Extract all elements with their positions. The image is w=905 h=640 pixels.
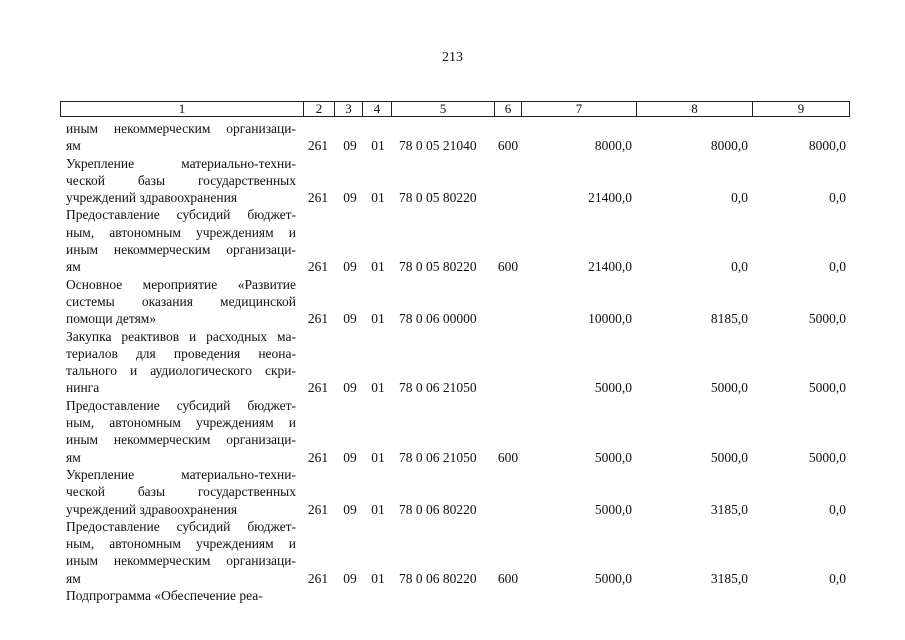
- description-line: иным некоммерческим организаци-: [66, 553, 296, 569]
- description-line: ным, автономным учреждениям и: [66, 224, 296, 240]
- row-values: [0, 587, 905, 604]
- header-col-3: 3: [335, 102, 363, 116]
- description-line: помощи детям»: [66, 311, 157, 327]
- table-body: [0, 120, 905, 604]
- cell-c2: 261: [307, 380, 329, 396]
- cell-c8: 0,0: [731, 259, 748, 275]
- header-col-9: 9: [797, 101, 805, 116]
- description-line: Укрепление материально-техни-: [66, 155, 296, 171]
- description-line: ческой базы государственных: [66, 484, 296, 500]
- description-line: Подпрограмма «Обеспечение реа-: [66, 588, 263, 604]
- table-row: [0, 276, 905, 328]
- description-line: Предоставление субсидий бюджет-: [66, 397, 296, 413]
- cell-c8: 8185,0: [710, 311, 748, 327]
- cell-c3: 09: [343, 259, 357, 275]
- cell-c4: 01: [371, 380, 385, 396]
- cell-c2: 261: [307, 570, 329, 586]
- cell-c8: 5000,0: [710, 380, 748, 396]
- header-col-1: 1: [61, 102, 304, 116]
- cell-c7: 5000,0: [594, 449, 632, 465]
- cell-c9: 0,0: [829, 190, 846, 206]
- cell-c5: 78 0 06 00000: [399, 311, 477, 327]
- cell-c7: 8000,0: [594, 138, 632, 154]
- description-line: иным некоммерческим организаци-: [66, 242, 296, 258]
- cell-c8: 3185,0: [710, 501, 748, 517]
- cell-c7: 10000,0: [588, 311, 632, 327]
- cell-c3: 09: [343, 190, 357, 206]
- header-col-7: 7: [522, 102, 637, 116]
- table-row: [0, 206, 905, 275]
- row-values: [0, 501, 905, 518]
- description-line: териалов для проведения неона-: [66, 345, 296, 361]
- description-line: учреждений здравоохранения: [66, 501, 238, 517]
- cell-c4: 01: [371, 501, 385, 517]
- cell-c9: 5000,0: [808, 380, 846, 396]
- description-line: ным, автономным учреждениям и: [66, 415, 296, 431]
- cell-c4: 01: [371, 190, 385, 206]
- cell-c6: 600: [497, 259, 519, 275]
- description-line: ям: [66, 259, 81, 275]
- header-col-8: 8: [637, 102, 753, 116]
- cell-c5: 78 0 06 21050: [399, 449, 477, 465]
- cell-c7: 21400,0: [588, 190, 632, 206]
- table-row: [0, 466, 905, 518]
- table-row: [0, 587, 905, 604]
- row-values: [0, 449, 905, 466]
- cell-c2: 261: [307, 259, 329, 275]
- description-line: Основное мероприятие «Развитие: [66, 276, 296, 292]
- cell-c4: 01: [371, 259, 385, 275]
- row-values: [0, 137, 905, 154]
- cell-c3: 09: [343, 449, 357, 465]
- cell-c5: 78 0 06 80220: [399, 501, 477, 517]
- row-values: [0, 570, 905, 587]
- cell-c8: 0,0: [731, 190, 748, 206]
- row-values: [0, 310, 905, 327]
- cell-c3: 09: [343, 501, 357, 517]
- row-values: [0, 189, 905, 206]
- cell-c5: 78 0 06 21050: [399, 380, 477, 396]
- cell-c2: 261: [307, 501, 329, 517]
- description-line: Предоставление субсидий бюджет-: [66, 518, 296, 534]
- row-values: [0, 258, 905, 275]
- cell-c7: 5000,0: [594, 501, 632, 517]
- cell-c8: 8000,0: [710, 138, 748, 154]
- description-line: иным некоммерческим организаци-: [66, 432, 296, 448]
- cell-c7: 5000,0: [594, 570, 632, 586]
- cell-c3: 09: [343, 138, 357, 154]
- table-header-row: [60, 101, 850, 117]
- description-line: ным, автономным учреждениям и: [66, 536, 296, 552]
- cell-c6: 600: [497, 138, 519, 154]
- cell-c9: 0,0: [829, 570, 846, 586]
- cell-c3: 09: [343, 380, 357, 396]
- cell-c4: 01: [371, 311, 385, 327]
- description-line: ям: [66, 138, 81, 154]
- cell-c6: 600: [497, 570, 519, 586]
- cell-c3: 09: [343, 570, 357, 586]
- cell-c8: 3185,0: [710, 570, 748, 586]
- cell-c5: 78 0 05 80220: [399, 190, 477, 206]
- description-line: ям: [66, 570, 81, 586]
- cell-c4: 01: [371, 138, 385, 154]
- description-line: ям: [66, 449, 81, 465]
- table-row: [0, 518, 905, 587]
- description-line: ческой базы государственных: [66, 172, 296, 188]
- header-col-5: 5: [392, 102, 495, 116]
- description-line: Закупка реактивов и расходных ма-: [66, 328, 296, 344]
- cell-c3: 09: [343, 311, 357, 327]
- header-col-2: 2: [304, 102, 335, 116]
- table-row: [0, 120, 905, 155]
- cell-c2: 261: [307, 449, 329, 465]
- description-line: Укрепление материально-техни-: [66, 466, 296, 482]
- cell-c5: 78 0 05 80220: [399, 259, 477, 275]
- cell-c5: 78 0 06 80220: [399, 570, 477, 586]
- table-row: [0, 155, 905, 207]
- table-row: [0, 328, 905, 397]
- cell-c2: 261: [307, 311, 329, 327]
- cell-c8: 5000,0: [710, 449, 748, 465]
- cell-c9: 8000,0: [808, 138, 846, 154]
- description-line: системы оказания медицинской: [66, 293, 296, 309]
- cell-c9: 5000,0: [808, 311, 846, 327]
- cell-c7: 21400,0: [588, 259, 632, 275]
- cell-c5: 78 0 05 21040: [399, 138, 477, 154]
- header-col-4: 4: [363, 102, 392, 116]
- description-line: иным некоммерческим организаци-: [66, 121, 296, 136]
- row-values: [0, 379, 905, 396]
- cell-c9: 0,0: [829, 501, 846, 517]
- description-line: нинга: [66, 380, 100, 396]
- cell-c9: 5000,0: [808, 449, 846, 465]
- page-number: 213: [442, 50, 463, 65]
- table-row: [0, 397, 905, 466]
- cell-c4: 01: [371, 449, 385, 465]
- cell-c4: 01: [371, 570, 385, 586]
- description-line: тального и аудиологического скри-: [66, 363, 296, 379]
- description-line: Предоставление субсидий бюджет-: [66, 207, 296, 223]
- header-col-6: 6: [495, 102, 522, 116]
- cell-c7: 5000,0: [594, 380, 632, 396]
- cell-c2: 261: [307, 138, 329, 154]
- cell-c9: 0,0: [829, 259, 846, 275]
- description-line: учреждений здравоохранения: [66, 190, 238, 206]
- cell-c6: 600: [497, 449, 519, 465]
- cell-c2: 261: [307, 190, 329, 206]
